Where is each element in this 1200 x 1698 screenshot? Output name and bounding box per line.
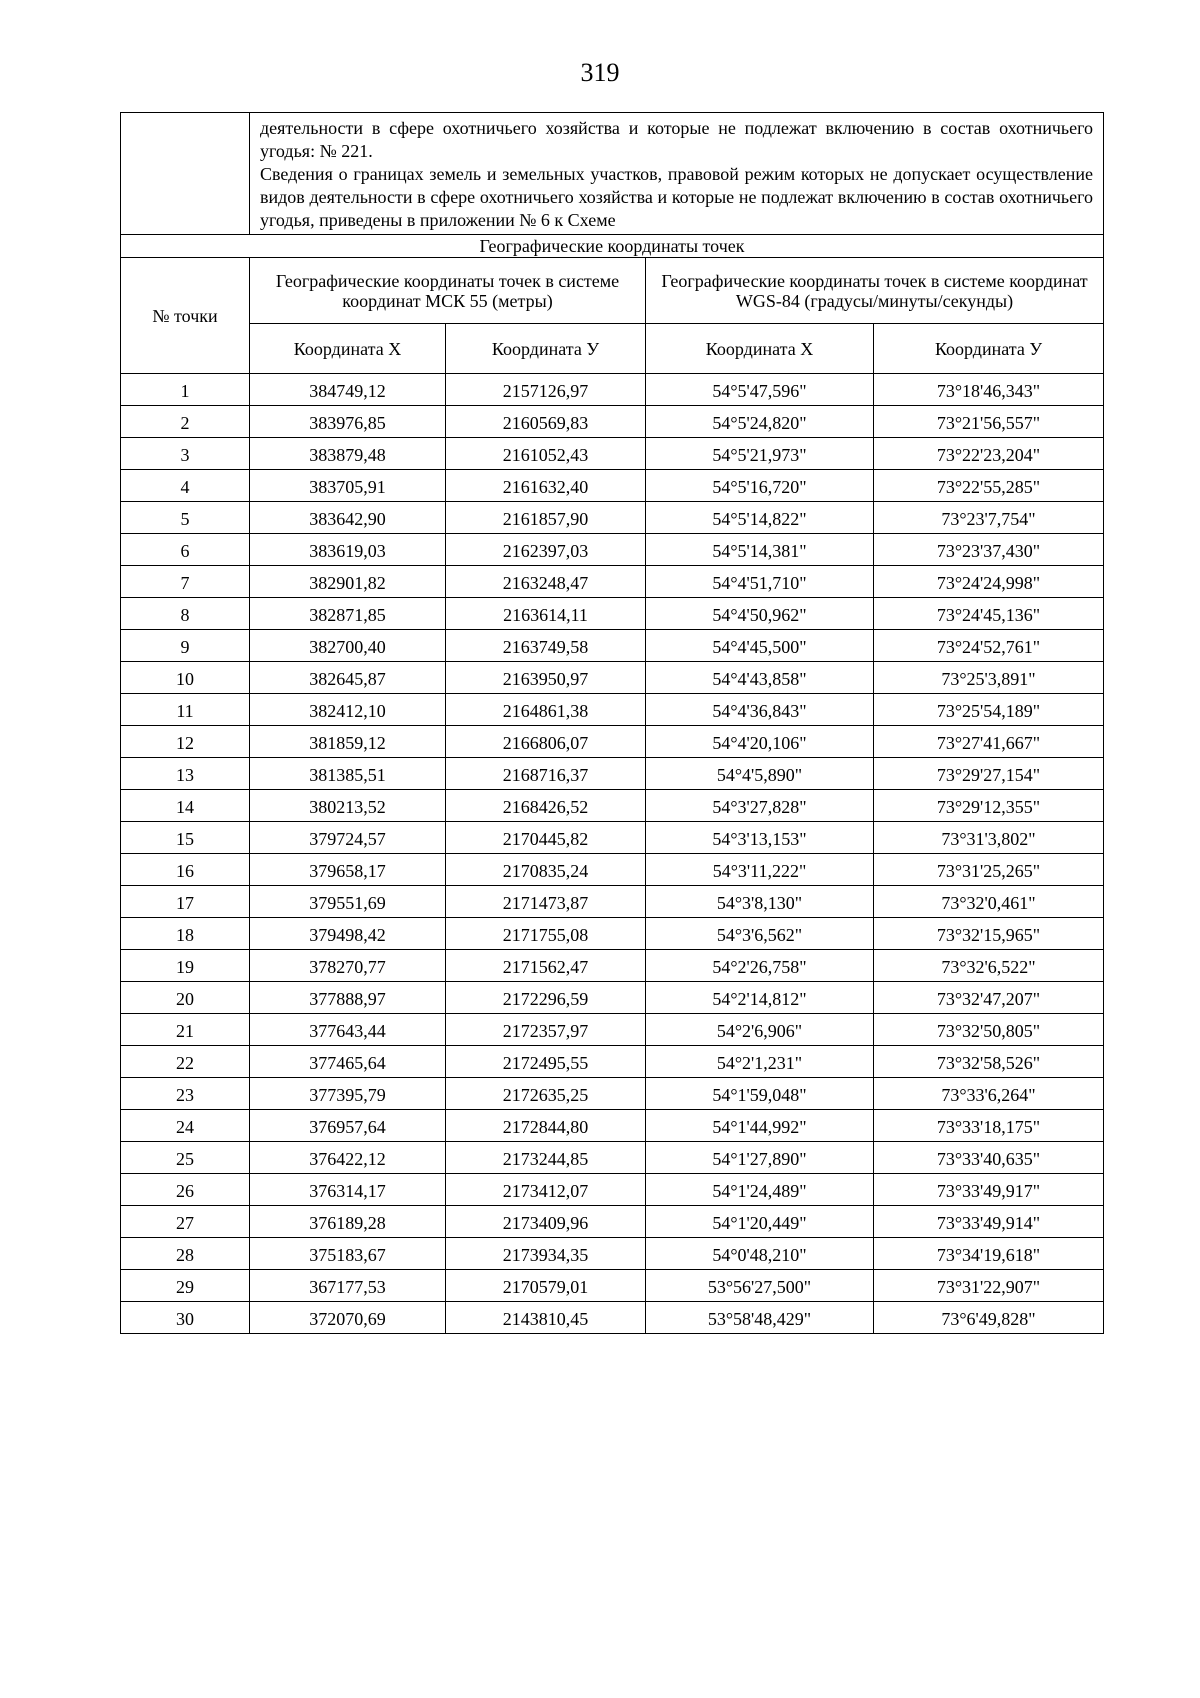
intro-left-cell [121, 113, 250, 235]
group-header-row [121, 258, 1104, 324]
wgs-y-cell: 73°32'0,461" [874, 886, 1104, 918]
msk-y-cell: 2166806,07 [446, 726, 646, 758]
table-row [121, 534, 1104, 566]
table-row [121, 1270, 1104, 1302]
msk-group-header: Географические координаты точек в системе координат МСК 55 (метры) [250, 258, 646, 324]
wgs-y-cell: 73°33'49,914" [874, 1206, 1104, 1238]
msk-x-cell: 382645,87 [250, 662, 446, 694]
table-row [121, 886, 1104, 918]
table-row [121, 982, 1104, 1014]
wgs-x-header: Координата X [646, 324, 874, 374]
wgs-y-cell: 73°22'23,204" [874, 438, 1104, 470]
point-number-cell: 5 [121, 502, 250, 534]
msk-x-cell: 383879,48 [250, 438, 446, 470]
msk-x-cell: 382871,85 [250, 598, 446, 630]
point-number-cell: 28 [121, 1238, 250, 1270]
point-number-cell: 30 [121, 1302, 250, 1334]
msk-x-cell: 384749,12 [250, 374, 446, 406]
table-row [121, 470, 1104, 502]
wgs-x-cell: 54°4'51,710" [646, 566, 874, 598]
msk-y-cell: 2170445,82 [446, 822, 646, 854]
wgs-x-cell: 53°58'48,429" [646, 1302, 874, 1334]
msk-x-cell: 375183,67 [250, 1238, 446, 1270]
table-row [121, 694, 1104, 726]
wgs-x-cell: 54°4'45,500" [646, 630, 874, 662]
table-row [121, 630, 1104, 662]
table-row [121, 726, 1104, 758]
intro-row [121, 113, 1104, 235]
wgs-y-cell: 73°34'19,618" [874, 1238, 1104, 1270]
msk-x-cell: 376314,17 [250, 1174, 446, 1206]
msk-y-cell: 2172844,80 [446, 1110, 646, 1142]
intro-paragraph-1: деятельности в сфере охотничьего хозяйства и которые не подлежат включению в состав охотничьего угодья: № 221. [260, 118, 1094, 161]
msk-x-cell: 383976,85 [250, 406, 446, 438]
wgs-y-cell: 73°25'54,189" [874, 694, 1104, 726]
msk-y-cell: 2173934,35 [446, 1238, 646, 1270]
table-row [121, 1014, 1104, 1046]
msk-y-cell: 2173244,85 [446, 1142, 646, 1174]
point-number-cell: 10 [121, 662, 250, 694]
msk-y-cell: 2161857,90 [446, 502, 646, 534]
wgs-x-cell: 54°3'8,130" [646, 886, 874, 918]
msk-y-cell: 2173412,07 [446, 1174, 646, 1206]
point-number-cell: 1 [121, 374, 250, 406]
wgs-x-cell: 54°1'24,489" [646, 1174, 874, 1206]
wgs-y-cell: 73°33'6,264" [874, 1078, 1104, 1110]
table-row [121, 1110, 1104, 1142]
coordinates-table [120, 112, 1104, 1334]
wgs-y-cell: 73°24'24,998" [874, 566, 1104, 598]
msk-y-cell: 2163248,47 [446, 566, 646, 598]
msk-x-cell: 381859,12 [250, 726, 446, 758]
wgs-x-cell: 54°5'16,720" [646, 470, 874, 502]
msk-y-cell: 2163749,58 [446, 630, 646, 662]
wgs-y-cell: 73°21'56,557" [874, 406, 1104, 438]
msk-x-cell: 380213,52 [250, 790, 446, 822]
msk-y-cell: 2172296,59 [446, 982, 646, 1014]
msk-y-cell: 2172357,97 [446, 1014, 646, 1046]
wgs-x-cell: 54°2'1,231" [646, 1046, 874, 1078]
wgs-x-cell: 54°4'5,890" [646, 758, 874, 790]
msk-x-cell: 377888,97 [250, 982, 446, 1014]
point-number-cell: 22 [121, 1046, 250, 1078]
msk-y-cell: 2160569,83 [446, 406, 646, 438]
table-row [121, 662, 1104, 694]
msk-y-header: Координата У [446, 324, 646, 374]
intro-paragraph-2: Сведения о границах земель и земельных участков, правовой режим которых не допускает осуществление видов деятельности в сфере охотничьего хозяйства и которые не подлежат включению в состав охотничьего угодья, приведены в приложении № 6 к Схеме [260, 164, 1094, 230]
wgs-y-cell: 73°31'25,265" [874, 854, 1104, 886]
point-number-cell: 18 [121, 918, 250, 950]
point-number-cell: 26 [121, 1174, 250, 1206]
intro-cell [250, 113, 1104, 235]
point-number-cell: 16 [121, 854, 250, 886]
wgs-y-cell: 73°33'18,175" [874, 1110, 1104, 1142]
table-row [121, 918, 1104, 950]
wgs-y-cell: 73°22'55,285" [874, 470, 1104, 502]
wgs-x-cell: 54°3'27,828" [646, 790, 874, 822]
table-row [121, 854, 1104, 886]
wgs-x-cell: 54°4'50,962" [646, 598, 874, 630]
msk-y-cell: 2164861,38 [446, 694, 646, 726]
wgs-y-cell: 73°32'15,965" [874, 918, 1104, 950]
wgs-y-cell: 73°32'47,207" [874, 982, 1104, 1014]
wgs-x-cell: 54°5'21,973" [646, 438, 874, 470]
wgs-x-cell: 54°5'47,596" [646, 374, 874, 406]
wgs-x-cell: 54°5'14,381" [646, 534, 874, 566]
wgs-y-cell: 73°24'45,136" [874, 598, 1104, 630]
table-row [121, 1174, 1104, 1206]
wgs-x-cell: 54°2'14,812" [646, 982, 874, 1014]
table-row [121, 1142, 1104, 1174]
wgs-x-cell: 54°5'14,822" [646, 502, 874, 534]
msk-y-cell: 2172635,25 [446, 1078, 646, 1110]
msk-y-cell: 2163614,11 [446, 598, 646, 630]
table-row [121, 502, 1104, 534]
msk-y-cell: 2161052,43 [446, 438, 646, 470]
point-number-header: № точки [121, 258, 250, 374]
msk-y-cell: 2171562,47 [446, 950, 646, 982]
page-number: 319 [580, 58, 620, 87]
point-number-cell: 12 [121, 726, 250, 758]
msk-y-cell: 2161632,40 [446, 470, 646, 502]
point-number-cell: 2 [121, 406, 250, 438]
table-row [121, 438, 1104, 470]
point-number-cell: 21 [121, 1014, 250, 1046]
msk-x-cell: 377395,79 [250, 1078, 446, 1110]
msk-x-cell: 382700,40 [250, 630, 446, 662]
wgs-y-cell: 73°23'7,754" [874, 502, 1104, 534]
table-row [121, 1046, 1104, 1078]
point-number-cell: 6 [121, 534, 250, 566]
wgs-x-cell: 54°4'36,843" [646, 694, 874, 726]
msk-y-cell: 2157126,97 [446, 374, 646, 406]
wgs-y-cell: 73°29'12,355" [874, 790, 1104, 822]
msk-x-cell: 383642,90 [250, 502, 446, 534]
table-body [121, 374, 1104, 1334]
wgs-y-cell: 73°33'40,635" [874, 1142, 1104, 1174]
wgs-y-cell: 73°31'22,907" [874, 1270, 1104, 1302]
msk-y-cell: 2170835,24 [446, 854, 646, 886]
point-number-cell: 23 [121, 1078, 250, 1110]
msk-y-cell: 2143810,45 [446, 1302, 646, 1334]
msk-y-cell: 2168716,37 [446, 758, 646, 790]
msk-x-cell: 382412,10 [250, 694, 446, 726]
point-number-cell: 13 [121, 758, 250, 790]
msk-y-cell: 2163950,97 [446, 662, 646, 694]
msk-x-cell: 377465,64 [250, 1046, 446, 1078]
table-row [121, 1238, 1104, 1270]
column-header-row [121, 324, 1104, 374]
msk-x-cell: 378270,77 [250, 950, 446, 982]
point-number-cell: 17 [121, 886, 250, 918]
msk-y-cell: 2168426,52 [446, 790, 646, 822]
msk-x-cell: 379724,57 [250, 822, 446, 854]
wgs-y-cell: 73°29'27,154" [874, 758, 1104, 790]
msk-x-cell: 376422,12 [250, 1142, 446, 1174]
table-row [121, 1078, 1104, 1110]
wgs-y-cell: 73°23'37,430" [874, 534, 1104, 566]
point-number-cell: 20 [121, 982, 250, 1014]
wgs-x-cell: 54°1'20,449" [646, 1206, 874, 1238]
msk-x-cell: 367177,53 [250, 1270, 446, 1302]
wgs-y-cell: 73°6'49,828" [874, 1302, 1104, 1334]
msk-x-cell: 379498,42 [250, 918, 446, 950]
msk-x-cell: 376957,64 [250, 1110, 446, 1142]
table-row [121, 1206, 1104, 1238]
section-title-row [121, 235, 1104, 258]
point-number-cell: 4 [121, 470, 250, 502]
table-row [121, 374, 1104, 406]
msk-x-cell: 379658,17 [250, 854, 446, 886]
wgs-group-header: Географические координаты точек в системе координат WGS-84 (градусы/минуты/секунды) [646, 258, 1104, 324]
msk-x-cell: 379551,69 [250, 886, 446, 918]
point-number-cell: 11 [121, 694, 250, 726]
msk-x-cell: 377643,44 [250, 1014, 446, 1046]
table-row [121, 758, 1104, 790]
wgs-x-cell: 54°2'26,758" [646, 950, 874, 982]
msk-x-cell: 381385,51 [250, 758, 446, 790]
msk-y-cell: 2171755,08 [446, 918, 646, 950]
point-number-cell: 19 [121, 950, 250, 982]
point-number-cell: 15 [121, 822, 250, 854]
wgs-y-cell: 73°27'41,667" [874, 726, 1104, 758]
wgs-y-cell: 73°31'3,802" [874, 822, 1104, 854]
table-row [121, 598, 1104, 630]
msk-x-header: Координата X [250, 324, 446, 374]
table-row [121, 406, 1104, 438]
msk-x-cell: 372070,69 [250, 1302, 446, 1334]
table-row [121, 790, 1104, 822]
wgs-x-cell: 54°1'27,890" [646, 1142, 874, 1174]
msk-x-cell: 383705,91 [250, 470, 446, 502]
table-row [121, 950, 1104, 982]
wgs-x-cell: 54°3'6,562" [646, 918, 874, 950]
wgs-y-cell: 73°25'3,891" [874, 662, 1104, 694]
wgs-y-cell: 73°32'58,526" [874, 1046, 1104, 1078]
wgs-x-cell: 54°5'24,820" [646, 406, 874, 438]
msk-y-cell: 2171473,87 [446, 886, 646, 918]
point-number-cell: 27 [121, 1206, 250, 1238]
msk-y-cell: 2162397,03 [446, 534, 646, 566]
point-number-cell: 9 [121, 630, 250, 662]
point-number-cell: 29 [121, 1270, 250, 1302]
wgs-x-cell: 54°4'43,858" [646, 662, 874, 694]
point-number-cell: 7 [121, 566, 250, 598]
wgs-y-cell: 73°32'6,522" [874, 950, 1104, 982]
point-number-cell: 14 [121, 790, 250, 822]
msk-x-cell: 376189,28 [250, 1206, 446, 1238]
wgs-x-cell: 54°3'11,222" [646, 854, 874, 886]
wgs-x-cell: 53°56'27,500" [646, 1270, 874, 1302]
wgs-x-cell: 54°1'59,048" [646, 1078, 874, 1110]
msk-y-cell: 2172495,55 [446, 1046, 646, 1078]
wgs-x-cell: 54°0'48,210" [646, 1238, 874, 1270]
section-title: Географические координаты точек [121, 235, 1104, 258]
msk-x-cell: 383619,03 [250, 534, 446, 566]
msk-y-cell: 2173409,96 [446, 1206, 646, 1238]
wgs-x-cell: 54°3'13,153" [646, 822, 874, 854]
point-number-cell: 24 [121, 1110, 250, 1142]
msk-x-cell: 382901,82 [250, 566, 446, 598]
wgs-y-cell: 73°33'49,917" [874, 1174, 1104, 1206]
wgs-y-cell: 73°32'50,805" [874, 1014, 1104, 1046]
wgs-y-cell: 73°24'52,761" [874, 630, 1104, 662]
point-number-cell: 8 [121, 598, 250, 630]
point-number-cell: 3 [121, 438, 250, 470]
wgs-x-cell: 54°1'44,992" [646, 1110, 874, 1142]
wgs-y-header: Координата У [874, 324, 1104, 374]
msk-y-cell: 2170579,01 [446, 1270, 646, 1302]
wgs-x-cell: 54°4'20,106" [646, 726, 874, 758]
table-row [121, 566, 1104, 598]
wgs-y-cell: 73°18'46,343" [874, 374, 1104, 406]
table-row [121, 822, 1104, 854]
wgs-x-cell: 54°2'6,906" [646, 1014, 874, 1046]
point-number-cell: 25 [121, 1142, 250, 1174]
table-row [121, 1302, 1104, 1334]
